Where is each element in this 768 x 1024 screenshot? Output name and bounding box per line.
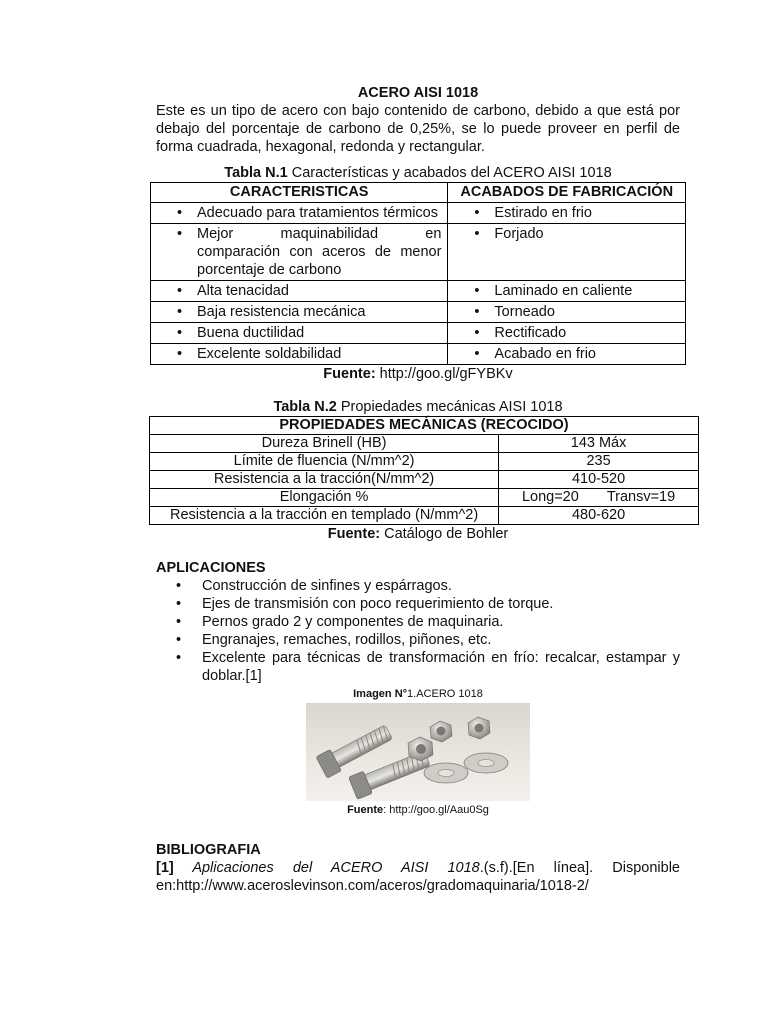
table2-caption-label: Tabla N.2 xyxy=(273,399,337,415)
property-name: Resistencia a la tracción(N/mm^2) xyxy=(150,471,499,489)
reference-title: Aplicaciones del ACERO AISI 1018 xyxy=(173,860,480,876)
bullet-icon: • xyxy=(176,578,182,594)
table-row xyxy=(150,435,699,453)
characteristic-cell xyxy=(151,323,448,344)
characteristic-cell xyxy=(151,281,448,302)
figure-caption-label: Imagen N° xyxy=(353,688,408,700)
mechanical-properties-header: PROPIEDADES MECÁNICAS (RECOCIDO) xyxy=(150,417,699,435)
finish-text: Acabado en frio xyxy=(494,346,596,362)
bullet-icon: • xyxy=(474,304,480,320)
table-row xyxy=(151,224,686,281)
characteristics-table xyxy=(150,182,686,365)
characteristic-text: Baja resistencia mecánica xyxy=(197,304,366,320)
table2-source xyxy=(156,525,680,543)
list-item xyxy=(156,613,680,631)
property-name: Elongación % xyxy=(150,489,499,507)
figure-source-label: Fuente xyxy=(347,804,384,816)
applications-heading: APLICACIONES xyxy=(156,560,266,576)
characteristic-cell xyxy=(151,344,448,365)
bullet-icon: • xyxy=(474,325,480,341)
application-text: Pernos grado 2 y componentes de maquinaria. xyxy=(202,614,504,630)
table1-caption-label: Tabla N.1 xyxy=(224,165,288,181)
reference-details: .(s.f).[En línea]. Disponible en:http://www.aceroslevinson.com/aceros/gradomaquinaria/1018-2/ xyxy=(156,860,680,894)
table-row xyxy=(151,281,686,302)
finish-text: Estirado en frio xyxy=(494,205,592,221)
table2-source-label: Fuente: xyxy=(327,526,381,542)
bullet-icon: • xyxy=(176,650,182,666)
reference-number: [1] xyxy=(156,860,174,876)
list-item xyxy=(156,631,680,649)
bullet-icon: • xyxy=(177,226,183,242)
intro-paragraph: Este es un tipo de acero con bajo contenido de carbono, debido a que está por debajo del porcentaje de carbono de 0,25%, se lo puede proveer en perfil de forma cuadrada, hexagonal, redonda y rectangular. xyxy=(156,103,680,155)
table1-caption-text: Características y acabados del ACERO AISI 1018 xyxy=(287,165,612,181)
table-row xyxy=(150,453,699,471)
list-item xyxy=(156,577,680,595)
application-text: Excelente para técnicas de transformación en frío: recalcar, estampar y doblar.[1] xyxy=(202,650,680,684)
table2-source-text: Catálogo de Bohler xyxy=(380,526,509,542)
figure-caption-text: 1.ACERO 1018 xyxy=(407,688,483,700)
table1-source-label: Fuente: xyxy=(323,366,376,382)
col-header-finishes: ACABADOS DE FABRICACIÓN xyxy=(448,183,686,203)
bullet-icon: • xyxy=(177,325,183,341)
bullet-icon: • xyxy=(474,226,480,242)
property-value: 235 xyxy=(499,453,699,471)
applications-list xyxy=(156,577,680,685)
application-text: Construcción de sinfines y espárragos. xyxy=(202,578,452,594)
table2-caption xyxy=(156,399,680,416)
characteristic-text: Mejor maquinabilidad en comparación con aceros de menor porcentaje de carbono xyxy=(197,226,442,278)
table-row xyxy=(150,489,699,507)
bullet-icon: • xyxy=(176,596,182,612)
document-title: ACERO AISI 1018 xyxy=(357,85,479,101)
application-text: Engranajes, remaches, rodillos, piñones, etc. xyxy=(202,632,492,648)
table1-source xyxy=(156,365,680,383)
characteristic-text: Alta tenacidad xyxy=(197,283,289,299)
figure-source xyxy=(156,803,680,817)
bibliography-entry xyxy=(156,859,680,895)
characteristic-cell xyxy=(151,203,448,224)
table-row xyxy=(151,203,686,224)
property-name: Resistencia a la tracción en templado (N/mm^2) xyxy=(150,507,499,525)
finish-text: Laminado en caliente xyxy=(494,283,633,299)
finish-text: Rectificado xyxy=(494,325,567,341)
table-row xyxy=(150,507,699,525)
finish-cell xyxy=(448,323,686,344)
bullet-icon: • xyxy=(474,283,480,299)
characteristic-text: Adecuado para tratamientos térmicos xyxy=(197,205,438,221)
bolts-and-nuts-image xyxy=(306,703,530,801)
characteristic-text: Excelente soldabilidad xyxy=(197,346,342,362)
property-name: Límite de fluencia (N/mm^2) xyxy=(150,453,499,471)
table-row xyxy=(151,302,686,323)
finish-cell xyxy=(448,344,686,365)
finish-text: Forjado xyxy=(494,226,544,242)
property-value: 143 Máx xyxy=(499,435,699,453)
table1-source-text: http://goo.gl/gFYBKv xyxy=(375,366,513,382)
bullet-icon: • xyxy=(177,283,183,299)
finish-cell xyxy=(448,203,686,224)
bullet-icon: • xyxy=(176,614,182,630)
bibliography-heading: BIBLIOGRAFIA xyxy=(156,842,261,858)
characteristic-cell xyxy=(151,302,448,323)
table2-caption-text: Propiedades mecánicas AISI 1018 xyxy=(336,399,563,415)
property-name: Dureza Brinell (HB) xyxy=(150,435,499,453)
table1-caption xyxy=(156,164,680,182)
mechanical-properties-table xyxy=(149,416,699,525)
bullet-icon: • xyxy=(474,346,480,362)
bullet-icon: • xyxy=(474,205,480,221)
table-row xyxy=(151,323,686,344)
col-header-characteristics: CARACTERISTICAS xyxy=(151,183,448,203)
bullet-icon: • xyxy=(177,304,183,320)
elongation-transv: Transv=19 xyxy=(606,489,676,505)
list-item xyxy=(156,595,680,613)
figure-source-text: : http://goo.gl/Aau0Sg xyxy=(383,804,489,816)
application-text: Ejes de transmisión con poco requerimiento de torque. xyxy=(202,596,554,612)
elongation-long: Long=20 xyxy=(521,489,579,505)
property-value: 480-620 xyxy=(499,507,699,525)
characteristic-text: Buena ductilidad xyxy=(197,325,305,341)
property-value: 410-520 xyxy=(499,471,699,489)
steel-bolts-photo xyxy=(306,703,530,801)
finish-cell xyxy=(448,224,686,281)
bullet-icon: • xyxy=(177,205,183,221)
list-item xyxy=(156,649,680,685)
bullet-icon: • xyxy=(177,346,183,362)
finish-text: Torneado xyxy=(494,304,555,320)
table-row xyxy=(151,344,686,365)
bullet-icon: • xyxy=(176,632,182,648)
property-value xyxy=(499,489,699,507)
document-page xyxy=(156,84,680,895)
characteristic-cell xyxy=(151,224,448,281)
figure-caption xyxy=(156,687,680,701)
table-row xyxy=(150,471,699,489)
finish-cell xyxy=(448,302,686,323)
finish-cell xyxy=(448,281,686,302)
